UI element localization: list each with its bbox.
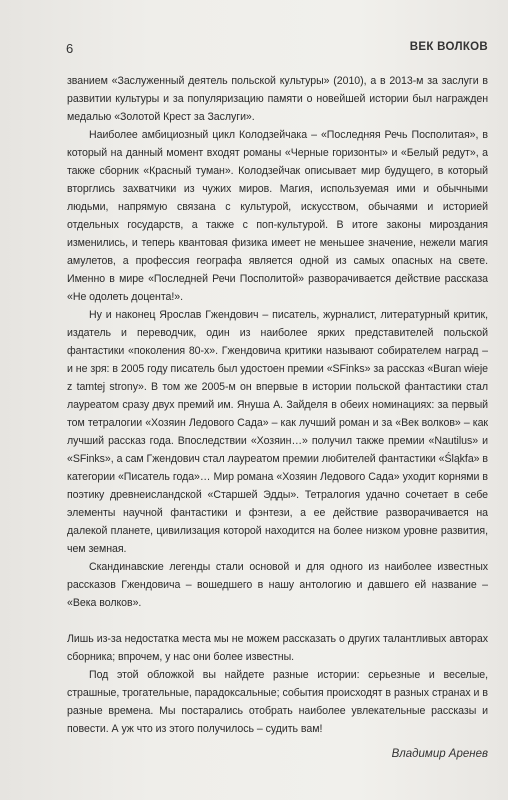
body-text <box>67 72 488 738</box>
paragraph: Ну и наконец Ярослав Гжендович – писатель, журналист, литературный критик, издатель и переводчик, один из наиболее ярких представителей польской фантастики «поколения 80-х». Гжендовича критики называют собирателем наград – и не зря: в 2005 году писатель был удостоен премии «SFinks» за рассказ «Buran wieje z tamtej strony». В том же 2005-м он впервые в истории польской фантастики стал лауреатом сразу двух премий им. Януша А. Зайделя в обеих номинациях: за первый том тетралогии «Хозяин Ледового Сада» – как лучший роман и за «Век волков» – как лучший рассказ года. Впоследствии «Хозяин…» получил также премии «Nautilus» и «SFinks», а сам Гжендович стал лауреатом премии любителей фантастики «Śląkfa» в категории «Писатель года»… Мир романа «Хозяин Ледового Сада» уходит корнями в поэтику древнеисландской «Старшей Эдды». Тетралогия удачно сочетает в себе элементы научной фантастики и фэнтези, а ее действие разворачивается на далекой планете, цивилизация которой находится на более низком уровне развития, чем земная. <box>67 309 488 555</box>
paragraph: званием «Заслуженный деятель польской культуры» (2010), а в 2013-м за заслуги в развитии культуры и за популяризацию памяти о новейшей истории был награжден медалью «Золотой Крест за Заслуги». <box>67 75 488 123</box>
author-signature: Владимир Аренев <box>391 748 488 760</box>
page-number: 6 <box>66 41 74 56</box>
paragraph-gap <box>67 612 488 630</box>
paragraph: Под этой обложкой вы найдете разные истории: серьезные и веселые, страшные, трогательные, парадоксальные; события происходят в разных странах и в разные времена. Мы постарались отобрать наиболее увлекательные рассказы и повести. А уж что из этого получилось – судить вам! <box>67 669 488 735</box>
paragraph: Лишь из-за недостатка места мы не можем рассказать о других талантливых авторах сборника; впрочем, у нас они более известны. <box>67 633 488 663</box>
page-header <box>66 41 488 57</box>
paragraph: Наиболее амбициозный цикл Колодзейчака – «Последняя Речь Посполитая», в который на данный момент входят романы «Черные горизонты» и «Белый редут», а также сборник «Красный туман». Колодзейчак описывает мир будущего, в который вторглись захватчики из чужих миров. Магия, используемая ими и обычными людьми, напрямую связана с культурой, искусством, обычаями и историей отдельных государств, а также с поп-культурой. В итоге законы мироздания изменились, и теперь квантовая физика имеет не меньшее значение, нежели магия амулетов, а профессия географа является одной из самых опасных на свете. Именно в мире «Последней Речи Посполитой» разворачивается действие рассказа «Не одолеть доцента!». <box>67 129 488 303</box>
running-title: ВЕК ВОЛКОВ <box>409 41 488 53</box>
paragraph: Скандинавские легенды стали основой и для одного из наиболее известных рассказов Гжендовича – вошедшего в нашу антологию и давшего ей название – «Века волков». <box>67 561 488 609</box>
